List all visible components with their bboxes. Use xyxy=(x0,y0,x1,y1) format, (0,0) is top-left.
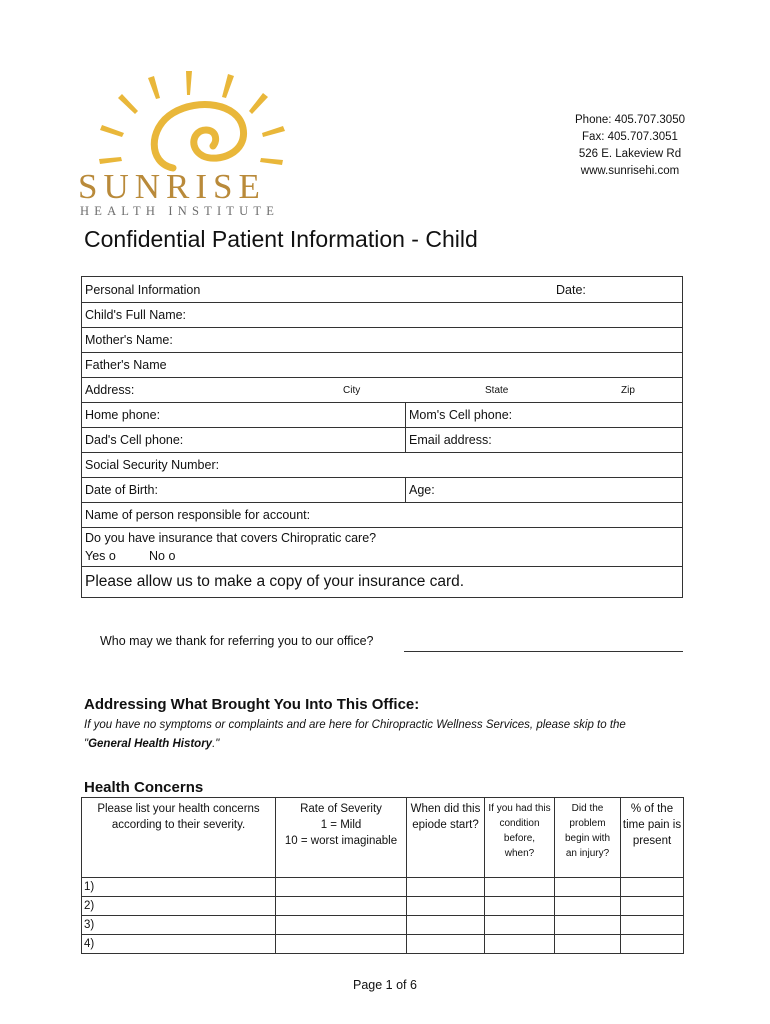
cell[interactable] xyxy=(485,916,555,935)
header-text: Did the xyxy=(571,803,604,814)
header-text: epiode start? xyxy=(412,819,479,831)
health-concerns-table xyxy=(81,797,684,954)
header-text: before, xyxy=(503,833,536,844)
dad-cell-label: Dad's Cell phone: xyxy=(85,433,184,447)
referral-input-line[interactable] xyxy=(404,651,683,652)
logo-wordmark: SUNRISE xyxy=(78,167,266,206)
logo-subtitle: HEALTH INSTITUTE xyxy=(80,204,280,218)
table-row xyxy=(82,916,684,935)
cell[interactable] xyxy=(407,916,485,935)
address-text: 526 E. Lakeview Rd xyxy=(578,148,682,160)
row-insurance xyxy=(82,528,682,567)
cell[interactable] xyxy=(407,935,485,954)
column-divider xyxy=(405,403,406,427)
header-text: according to their severity. xyxy=(111,819,246,831)
mother-name-label: Mother's Name: xyxy=(85,333,173,347)
header-text: condition xyxy=(499,818,540,829)
addressing-note-line2 xyxy=(84,738,219,750)
header-text: present xyxy=(632,835,672,847)
row-responsible[interactable] xyxy=(82,503,682,528)
row-personal-info[interactable] xyxy=(82,277,682,303)
sun-icon xyxy=(78,68,318,178)
insurance-no-option[interactable]: No o xyxy=(149,549,176,563)
header-severity xyxy=(276,798,407,878)
row-number[interactable]: 4) xyxy=(82,935,276,954)
cell[interactable] xyxy=(555,897,621,916)
row-child-name[interactable] xyxy=(82,303,682,328)
referral-question: Who may we thank for referring you to our office? xyxy=(100,634,374,648)
column-divider xyxy=(405,478,406,502)
page-number: Page 1 of 6 xyxy=(353,978,417,992)
copy-card-text: Please allow us to make a copy of your insurance card. xyxy=(85,573,465,590)
page-title: Confidential Patient Information - Child xyxy=(84,226,478,252)
cell[interactable] xyxy=(276,878,407,897)
cell[interactable] xyxy=(276,935,407,954)
city-label: City xyxy=(343,385,361,396)
row-father-name[interactable] xyxy=(82,353,682,378)
cell[interactable] xyxy=(621,897,684,916)
personal-info-label: Personal Information xyxy=(85,283,201,297)
row-dad-email[interactable] xyxy=(82,428,682,453)
header-text: 1 = Mild xyxy=(320,819,362,831)
table-header-row xyxy=(82,798,684,878)
header-text: % of the xyxy=(630,803,674,815)
dob-label: Date of Birth: xyxy=(85,483,158,497)
ssn-label: Social Security Number: xyxy=(85,458,220,472)
fax-text: Fax: 405.707.3051 xyxy=(582,131,678,143)
row-number[interactable]: 1) xyxy=(82,878,276,897)
email-label: Email address: xyxy=(409,433,492,447)
cell[interactable] xyxy=(276,916,407,935)
phone-text: Phone: 405.707.3050 xyxy=(575,114,685,126)
table-row xyxy=(82,935,684,954)
row-copy-card xyxy=(82,567,682,597)
row-mother-name[interactable] xyxy=(82,328,682,353)
mom-cell-label: Mom's Cell phone: xyxy=(409,408,513,422)
sunrise-logo xyxy=(78,68,318,223)
header-health-concerns xyxy=(82,798,276,878)
header-text: If you had this xyxy=(488,803,551,814)
father-name-label: Father's Name xyxy=(85,358,167,372)
cell[interactable] xyxy=(555,878,621,897)
health-concerns-heading: Health Concerns xyxy=(84,779,204,796)
row-address[interactable] xyxy=(82,378,682,403)
cell[interactable] xyxy=(485,878,555,897)
date-label: Date: xyxy=(556,283,586,297)
row-ssn[interactable] xyxy=(82,453,682,478)
cell[interactable] xyxy=(407,897,485,916)
header-text: begin with xyxy=(564,833,611,844)
cell[interactable] xyxy=(621,878,684,897)
header-text: problem xyxy=(569,818,606,829)
row-phones[interactable] xyxy=(82,403,682,428)
contact-info xyxy=(520,112,740,180)
general-health-history-ref: General Health History xyxy=(88,738,213,750)
header-text: 10 = worst imaginable xyxy=(284,835,398,847)
personal-info-form xyxy=(81,276,683,598)
table-row xyxy=(82,878,684,897)
header-text: when? xyxy=(504,848,535,859)
note-quote-close: ." xyxy=(212,738,220,750)
responsible-label: Name of person responsible for account: xyxy=(85,508,311,522)
cell[interactable] xyxy=(555,916,621,935)
insurance-question: Do you have insurance that covers Chiropratic care? xyxy=(85,531,377,545)
cell[interactable] xyxy=(555,935,621,954)
zip-label: Zip xyxy=(621,385,635,396)
cell[interactable] xyxy=(407,878,485,897)
website-text: www.sunrisehi.com xyxy=(580,165,680,177)
cell[interactable] xyxy=(621,935,684,954)
cell[interactable] xyxy=(485,897,555,916)
state-label: State xyxy=(485,385,509,396)
column-divider xyxy=(405,428,406,452)
header-injury xyxy=(555,798,621,878)
row-number[interactable]: 3) xyxy=(82,916,276,935)
age-label: Age: xyxy=(409,483,435,497)
header-text: Rate of Severity xyxy=(300,803,382,815)
insurance-yes-option[interactable]: Yes o xyxy=(85,549,116,563)
header-text: Please list your health concerns xyxy=(97,803,260,815)
table-row xyxy=(82,897,684,916)
home-phone-label: Home phone: xyxy=(85,408,161,422)
cell[interactable] xyxy=(621,916,684,935)
header-pain-percent xyxy=(621,798,684,878)
header-episode-start xyxy=(407,798,485,878)
address-label: Address: xyxy=(85,383,135,397)
cell[interactable] xyxy=(276,897,407,916)
cell[interactable] xyxy=(485,935,555,954)
header-text: time pain is xyxy=(622,819,682,831)
child-name-label: Child's Full Name: xyxy=(85,308,187,322)
addressing-note-line1: If you have no symptoms or complaints and are here for Chiropractic Wellness Services, please skip to the xyxy=(84,719,626,731)
row-dob-age[interactable] xyxy=(82,478,682,503)
header-text: an injury? xyxy=(565,848,610,859)
row-number[interactable]: 2) xyxy=(82,897,276,916)
header-previous-condition xyxy=(485,798,555,878)
addressing-heading: Addressing What Brought You Into This Office: xyxy=(84,696,420,713)
header-text: When did this xyxy=(410,803,481,815)
note-quote-open: " xyxy=(84,738,89,750)
